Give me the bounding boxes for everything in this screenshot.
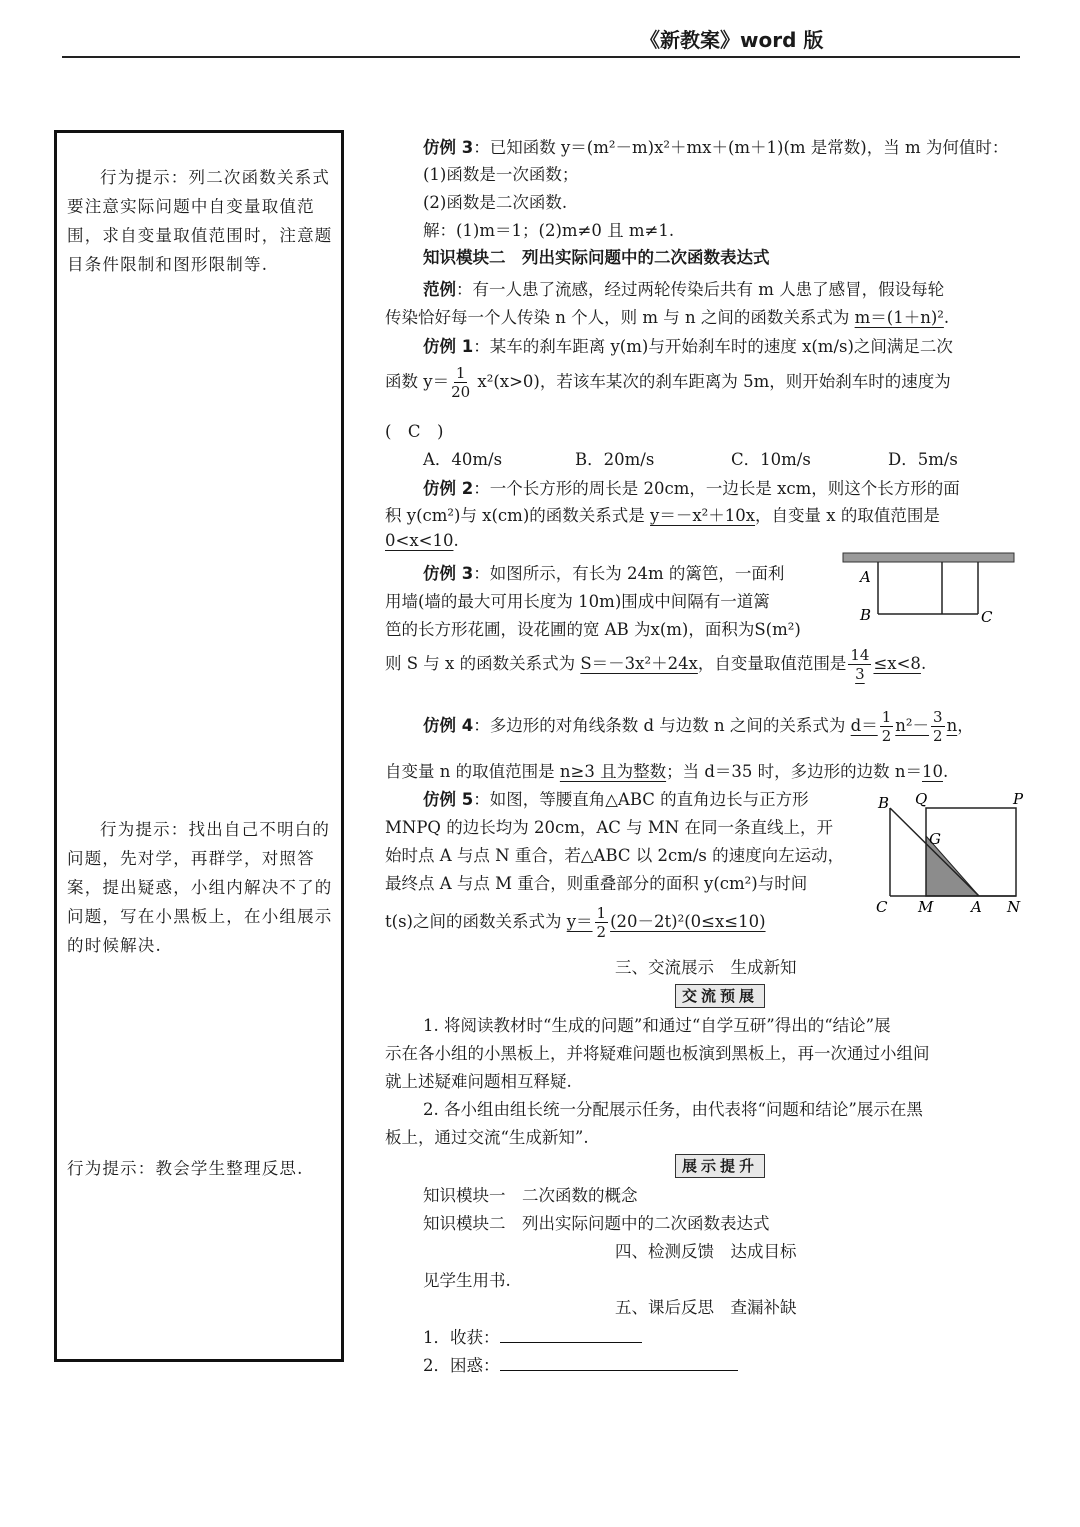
p3-line2: 用墙(墙的最大可用长度为 10m)围成中间隔有一道篱 [385,592,770,611]
p5-line1: 仿例 5：如图，等腰直角△ABC 的直角边长与正方形 [423,790,809,809]
doubt-blank [500,1354,738,1371]
figure-label-c: C [876,898,888,916]
sidebar-tip-2: 行为提示：找出自己不明白的问题，先对学，再群学，对照答案，提出疑惑，小组内解决不了的问题，写在小黑板上，在小组展示的时候解决. [67,820,333,955]
figure-label-m: M [918,898,934,916]
p1-line2: 函数 y＝ $\frac{1}{20}$ x²(x>0)，若该车某次的刹车距离为 5m，则开始刹车时的速度为 [385,364,951,401]
fence-label-c: C [981,608,993,626]
p4-range: n≥3 且为整数 [559,762,667,781]
p2-line2: 积 y(cm²)与 x(cm)的函数关系式是 y＝－x²＋10x，自变量 x 的取值范围是 [385,506,940,525]
p4-answer: d＝ $\frac{1}{2}$ n²－ $\frac{3}{2}$ n [850,708,958,745]
section5-title: 五、课后反思 查漏补缺 [615,1298,797,1317]
sidebar-tip-3: 行为提示：教会学生整理反思. [67,1159,304,1178]
show-module2: 知识模块二 列出实际问题中的二次函数表达式 [423,1214,770,1233]
figure-label-a: A [971,898,982,916]
header-title: 《新教案》word 版 [640,28,824,52]
p5-answer: y＝ $\frac{1}{2}$ (20－2t)²(0≤x≤10) [566,904,766,941]
figure-label-g: G [929,830,941,848]
model-line1: 范例：有一人患了流感，经过两轮传染后共有 m 人患了感冒，假设每轮 [423,280,945,299]
p1-label: 仿例 1 [423,337,474,356]
exchange-line3: 就上述疑难问题相互释疑. [385,1072,572,1091]
ex3-line1: 仿例 3：已知函数 y＝(m²－m)x²＋mx＋(m＋1)(m 是常数)，当 m 为何值时： [423,138,1009,157]
p5-line3: 始时点 A 与点 N 重合，若△ABC 以 2cm/s 的速度向左运动， [385,846,845,865]
p5-line5: t(s)之间的函数关系式为 y＝ $\frac{1}{2}$ (20－2t)²(0≤x≤10) [385,904,766,941]
p3-answer: S＝－3x²＋24x [580,654,698,673]
show-badge: 展示提升 [675,1154,765,1178]
section4-text: 见学生用书. [423,1271,511,1290]
model-line2: 传染恰好每一个人传染 n 个人，则 m 与 n 之间的函数关系式为 m＝(1＋n)². [385,308,950,327]
header-rule [62,56,1020,58]
module2-title: 知识模块二 列出实际问题中的二次函数表达式 [423,248,770,267]
p2-range: 0<x<10 [385,531,454,550]
gain-line: 1．收获： [385,1324,642,1348]
ex3-q2: (2)函数是二次函数. [423,193,568,212]
figure-label-p: P [1013,790,1024,808]
p3-range: ≤x<8 [873,654,921,673]
sidebar-tip-1: 行为提示：列二次函数关系式要注意实际问题中自变量取值范围，求自变量取值范围时，注意题目条件限制和图形限制等. [67,168,333,274]
p2-line1: 仿例 2：一个长方形的周长是 20cm，一边长是 xcm，则这个长方形的面 [423,479,960,498]
p4-line1: 仿例 4：多边形的对角线条数 d 与边数 n 之间的关系式为 d＝ $\frac{1}{2}$ n²－ $\frac{3}{2}$ n， [423,708,974,745]
exchange-line2: 示在各小组的小黑板上，并将疑难问题也板演到黑板上，再一次通过小组间 [385,1044,930,1063]
p4-label: 仿例 4 [423,716,474,735]
ex3-answer: 解：(1)m＝1；(2)m≠0 且 m≠1. [423,221,675,240]
p1-line1: 仿例 1：某车的刹车距离 y(m)与开始刹车时的速度 x(m/s)之间满足二次 [423,337,953,356]
exchange-line4: 2. 各小组由组长统一分配展示任务，由代表将“问题和结论”展示在黑 [423,1100,923,1119]
p1-option-a: A．40m/s [423,450,503,469]
p1-option-b: B．20m/s [575,450,655,469]
p4-fraction-2: $\frac{3}{2}$ [933,708,943,745]
exchange-line1: 1. 将阅读教材时“生成的问题”和通过“自学互研”得出的“结论”展 [423,1016,891,1035]
ex3-q1: (1)函数是一次函数； [423,165,579,184]
section3-title: 三、交流展示 生成新知 [615,958,797,977]
p3-line4: 则 S 与 x 的函数关系式为 S＝－3x²＋24x，自变量取值范围是 $\frac{14}{3}$ ≤x<8. [385,646,927,683]
model-answer: m＝(1＋n)² [854,308,944,327]
figure-label-q: Q [915,790,928,808]
p5-label: 仿例 5 [423,790,474,809]
p2-label: 仿例 2 [423,479,474,498]
p2-line3: 0<x<10. [385,531,459,550]
doubt-line: 2．困惑： [385,1352,738,1376]
p3-fraction: $\frac{14}{3}$ [850,646,870,683]
p3-label: 仿例 3 [423,564,474,583]
fence-figure [840,548,1020,630]
p3-line1: 仿例 3：如图所示，有长为 24m 的篱笆，一面利 [423,564,785,583]
exchange-line5: 板上，通过交流“生成新知”. [385,1128,589,1147]
p4-fraction-1: $\frac{1}{2}$ [881,708,892,745]
p4-line2: 自变量 n 的取值范围是 n≥3 且为整数；当 d＝35 时，多边形的边数 n＝10. [385,762,949,781]
section4-title: 四、检测反馈 达成目标 [615,1242,797,1261]
figure-label-n: N [1007,898,1021,916]
ex3-label: 仿例 3 [423,138,474,157]
figure-label-b: B [878,794,890,812]
exchange-badge: 交流预展 [675,984,765,1008]
p4-sides: 10 [922,762,943,781]
fence-wall [843,553,1014,562]
model-label: 范例 [423,280,456,299]
sidebar-box [54,130,344,1362]
p1-answer: ( C ) [385,422,444,441]
fence-label-b: B [860,606,872,624]
p5-line4: 最终点 A 与点 M 重合，则重叠部分的面积 y(cm²)与时间 [385,874,808,893]
fence-label-a: A [860,568,871,586]
p5-line2: MNPQ 的边长均为 20cm，AC 与 MN 在同一条直线上，开 [385,818,833,837]
p3-line3: 笆的长方形花圃，设花圃的宽 AB 为x(m)，面积为S(m²) [385,620,801,639]
p1-fraction: $\frac{1}{20}$ [451,364,471,401]
gain-blank [500,1326,642,1343]
p5-fraction: $\frac{1}{2}$ [596,904,607,941]
triangle-square-figure [872,788,1032,918]
show-module1: 知识模块一 二次函数的概念 [423,1186,638,1205]
p1-option-d: D．5m/s [888,450,958,469]
p1-option-c: C．10m/s [731,450,811,469]
p2-answer: y＝－x²＋10x [650,506,756,525]
